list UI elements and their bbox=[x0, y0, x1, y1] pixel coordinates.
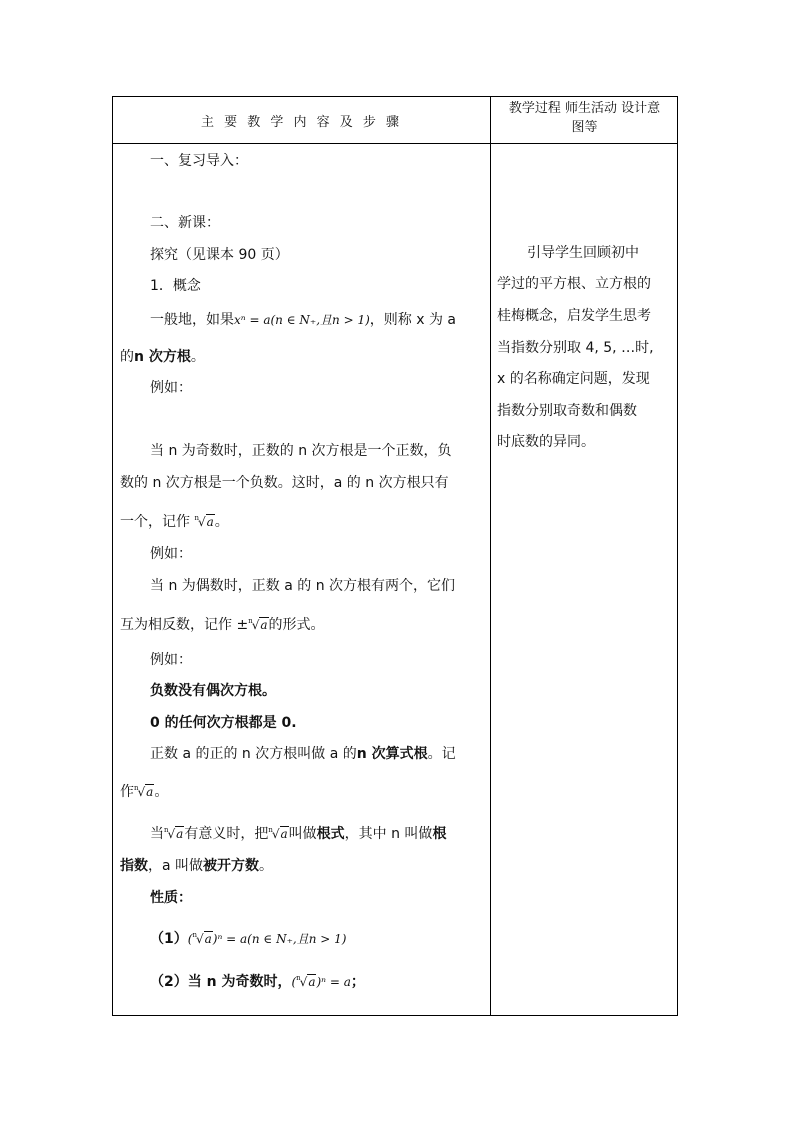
example-1: 例如： bbox=[150, 380, 192, 396]
concept-heading: 1．概念 bbox=[150, 278, 201, 294]
def-prefix: 一般地，如果 bbox=[150, 312, 234, 328]
prop1-label: （1） bbox=[150, 931, 188, 947]
even-case-line2 bbox=[120, 611, 325, 635]
header-notes-line2: 图等 bbox=[571, 120, 598, 135]
lesson-table bbox=[112, 96, 678, 1016]
def-formula: xⁿ = a(n ∈ N₊,且n > 1) bbox=[234, 313, 370, 327]
definition-line2 bbox=[120, 347, 205, 367]
example-2: 例如： bbox=[150, 546, 192, 562]
note-line7: 时底数的异同。 bbox=[497, 434, 595, 450]
index-term: 指数 bbox=[120, 858, 148, 874]
header-main-content: 主 要 教 学 内 容 及 步 骤 bbox=[200, 114, 403, 130]
def-line2-a: 的 bbox=[120, 349, 134, 365]
example-3: 例如： bbox=[150, 652, 192, 668]
odd-case-line2: 数的 n 次方根是一个负数。这时，a 的 n 次方根只有 bbox=[120, 475, 449, 491]
radicand-term: 被开方数 bbox=[203, 858, 260, 874]
radical-symbol: $^n$√a bbox=[296, 974, 316, 989]
arith-line2-a: 作 bbox=[120, 784, 134, 800]
odd-line3-b: 。 bbox=[214, 514, 229, 530]
radical-symbol: $^n$√a bbox=[248, 617, 268, 632]
prop1-formula: )ⁿ = a(n ∈ N₊,且n > 1) bbox=[212, 932, 347, 946]
zero-rule: 0 的任何次方根都是 0. bbox=[150, 715, 297, 731]
radical-line1-a: 当 bbox=[150, 826, 164, 842]
radical-symbol: $^n$√a bbox=[164, 826, 184, 841]
radical-line1-c: 叫做 bbox=[288, 826, 317, 842]
explore-line: 探究（见课本 90 页） bbox=[150, 247, 289, 263]
property-heading: 性质： bbox=[150, 890, 192, 906]
note-line6: 指数分别取奇数和偶数 bbox=[497, 403, 637, 419]
radical-line1 bbox=[150, 820, 446, 844]
arith-line1-a: 正数 a 的正的 n 次方根叫做 a 的 bbox=[150, 746, 357, 762]
radical-line1-b: 有意义时，把 bbox=[184, 826, 269, 842]
note-line2: 学过的平方根、立方根的 bbox=[497, 276, 651, 292]
note-line3: 桂梅概念，启发学生思考 bbox=[497, 308, 651, 324]
arithmetic-root-line2 bbox=[120, 778, 168, 802]
root-term: 根 bbox=[432, 826, 447, 842]
def-line2-c: 。 bbox=[190, 349, 205, 365]
arithmetic-root-line1 bbox=[150, 744, 456, 764]
header-divider bbox=[113, 143, 677, 144]
radical-line2-b: ，a 叫做 bbox=[148, 858, 204, 874]
def-suffix: ，则称 x 为 a bbox=[369, 312, 456, 328]
paren-open: ( bbox=[291, 975, 297, 989]
odd-line3-a: 一个，记作 bbox=[120, 514, 190, 530]
new-lesson-heading: 二、新课： bbox=[150, 215, 220, 231]
property-1 bbox=[150, 925, 346, 949]
definition-line1 bbox=[150, 310, 456, 330]
prop2-formula: )ⁿ = a bbox=[316, 975, 351, 989]
note-line1: 引导学生回顾初中 bbox=[527, 245, 639, 261]
prop2-end: ； bbox=[350, 974, 365, 990]
prop2-label: （2）当 n 为奇数时， bbox=[150, 974, 292, 990]
note-line5: x 的名称确定问题，发现 bbox=[497, 371, 650, 387]
radical-line2-d: 。 bbox=[259, 858, 274, 874]
column-divider bbox=[490, 97, 491, 1015]
radical-symbol: $^n$√a bbox=[268, 826, 288, 841]
arith-line1-c: 。记 bbox=[427, 746, 456, 762]
radical-symbol: $^n$√a bbox=[194, 514, 214, 529]
odd-case-line1: 当 n 为奇数时，正数的 n 次方根是一个正数，负 bbox=[150, 443, 452, 459]
radical-line1-e: ，其中 n 叫做 bbox=[344, 826, 433, 842]
negative-rule: 负数没有偶次方根。 bbox=[150, 683, 276, 699]
paren-open: ( bbox=[187, 932, 193, 946]
even-line2-a: 互为相反数，记作 ± bbox=[120, 617, 249, 633]
review-heading: 一、复习导入： bbox=[150, 153, 248, 169]
radical-symbol: $^n$√a bbox=[134, 784, 154, 799]
odd-case-line3 bbox=[120, 508, 229, 532]
nth-root-term: n 次方根 bbox=[134, 349, 191, 365]
even-line2-b: 的形式。 bbox=[268, 617, 325, 633]
radical-line2 bbox=[120, 856, 273, 876]
property-2 bbox=[150, 968, 365, 992]
note-line4: 当指数分别取 4, 5, …时, bbox=[497, 340, 654, 356]
arithmetic-root-term: n 次算式根 bbox=[356, 746, 428, 762]
even-case-line1: 当 n 为偶数时，正数 a 的 n 次方根有两个，它们 bbox=[150, 578, 456, 594]
arith-line2-b: 。 bbox=[154, 784, 169, 800]
header-notes-line1: 教学过程 师生活动 设计意 bbox=[508, 101, 661, 116]
radical-term: 根式 bbox=[316, 826, 345, 842]
header-notes bbox=[491, 99, 678, 143]
radical-symbol: $^n$√a bbox=[192, 931, 212, 946]
